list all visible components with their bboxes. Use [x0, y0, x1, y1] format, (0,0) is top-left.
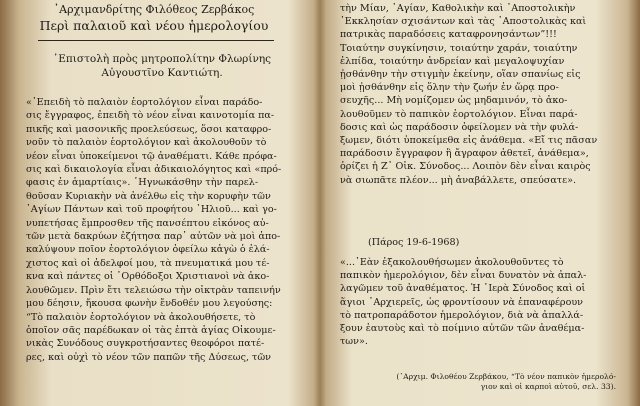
- author: ᾿Αρχιμανδρίτης Φιλόθεος Ζερβάκος: [53, 3, 255, 16]
- footnote: (᾿Αρχιμ. Φιλοθέου Ζερβάκου, “Τὸ νέον παπικὸν ἡμερολό- γιον καὶ οἱ καρποὶ αὐτοῦ, σελ. 33).: [396, 372, 616, 391]
- left-page: [8, 0, 306, 406]
- title-rule: [38, 40, 274, 41]
- right-body-text: τὴν Μίαν, ῾Αγίαν, Καθολικὴν καὶ ᾿Αποστολικὴν ᾿Εκκλησίαν σχισάντων καὶ τὰς ᾿Αποστολικὰς καὶ πατρικὰς παραδόσεις καταφρονησάντων”!!! Τοιαύτην συγκίνησιν, τοιαύτην χαράν, τοιαύτην ἐλπίδα, τοιαύτην ἀνδρείαν καὶ μεγαλοψυχίαν ᾐσθάνθην τὴν στιγμὴν ἐκείνην, οἵαν σπανίως εἰς μοὶ ᾐσθάνθην εἰς ὅλην τὴν ζωήν ἐν ὥρᾳ προ- σευχῆς... Μὴ νομίζομεν ὡς μηδαμινόν, τὸ ἀκο- λουθοῦμεν τὸ παπικὸν ἑορτολόγιον. Εἶναι παρά- δοσις καὶ ὡς παράδοσιν ὀφείλομεν νὰ τὴν φυλά- ξωμεν, διότι ὑποκείμεθα εἰς ἀνάθεμα. «Εἴ τις πᾶσαν παράδοσιν ἔγγραφον ἢ ἄγραφον ἀθετεῖ, ἀνάθεμα», ὁρίζει ἡ Ζ᾿ Οἰκ. Σύνοδος... Λοιπὸν δὲν εἶναι καιρὸς νὰ σιωπᾶτε πλέον... μὴ ἀναβάλλετε, σπεύσατε».: [340, 3, 598, 186]
- article-title: Περὶ παλαιοῦ καὶ νέου ἡμερολογίου: [39, 18, 269, 33]
- subtitle: ᾿Επιστολὴ πρὸς μητροπολίτην Φλωρίνης Αὐγουστῖνο Καντιώτη.: [52, 53, 272, 79]
- right-page: [326, 0, 632, 406]
- letter-date: (Πάρος 19-6-1968): [368, 237, 460, 248]
- second-quote-text: «...᾿Εὰν ἐξακολουθήσωμεν ἀκολουθοῦντες τὸ παπικὸν ἡμερολόγιον, δὲν εἶναι δυνατὸν νὰ ἀπαλ- λαγῶμεν τοῦ ἀναθέματος. Ἡ ῾Ιερὰ Σύνοδος καὶ οἱ ἅγιοι ᾿Αρχιερεῖς, ὡς φροντίσουν νὰ ἐπαναφέρουν τὸ πατροπαράδοτον ἡμερολόγιον, διὰ νὰ ἀπαλλά- ξουν ἑαυτοὺς καὶ τὸ ποίμνιο αὐτῶν τῶν ἀναθέμα- των».: [340, 257, 587, 348]
- left-body-text: «᾿Επειδὴ τὸ παλαιὸν ἑορτολόγιον εἶναι παράδο- σις ἔγγραφος, ἐπειδὴ τὸ νέον εἶναι καινοτομία πα- πικῆς καὶ μασονικῆς προελεύσεως, ὅσοι καταφρο- νοῦν τὸ παλαιὸν ἑορτολόγιον καὶ ἀκολουθοῦν τὸ νέον εἶναι ὑποκείμενοι τῷ ἀναθέματι. Κάθε πρόφα- σις καὶ δικαιολογία εἶναι ἀδικαιολόγητος καὶ «πρό- φασις ἐν ἁμαρτίαις». ῾Ηγνωκάσθην τὴν παρελ- θοῦσαν Κυριακὴν νὰ ἀνέλθω εἰς τὴν κορυφὴν τῶν ῾Αγίων Πάντων καὶ τοῦ προφήτου ᾿Ηλιοῦ... καὶ γο- νυπετήσας ἔμπροσθεν τῆς πανσέπτου εἰκόνος αὐ- τῶν μετὰ δακρύων ἐζήτησα παρ᾿ αὐτῶν νὰ μοὶ ἀπο- καλύψουν ποῖον ἑορτολόγιον ὀφείλω κἀγὼ ὁ ἐλά- χιστος καὶ οἱ ἀδελφοί μου, τὰ πνευματικά μου τέ- κνα καὶ πάντες οἱ ᾿Ορθόδοξοι Χριστιανοὶ νὰ ἀκο- λουθῶμεν. Πρὶν ἔτι τελειώσω τὴν οἰκτρὰν ταπεινήν μου δέησιν, ἤκουσα φωνὴν ἔνδοθέν μου λεγούσης: “Τὸ παλαιὸν ἑορτολόγιον νὰ ἀκολουθήσετε, τὸ ὁποῖον σᾶς παρέδωκαν οἱ τὰς ἑπτὰ ἁγίας Οἰκουμε- νικὰς Συνόδους συγκροτήσαντες θεοφόροι πατέ- ρες, καὶ οὐχὶ τὸ νέον τῶν παπῶν τῆς Δύσεως, τῶν: [26, 97, 282, 363]
